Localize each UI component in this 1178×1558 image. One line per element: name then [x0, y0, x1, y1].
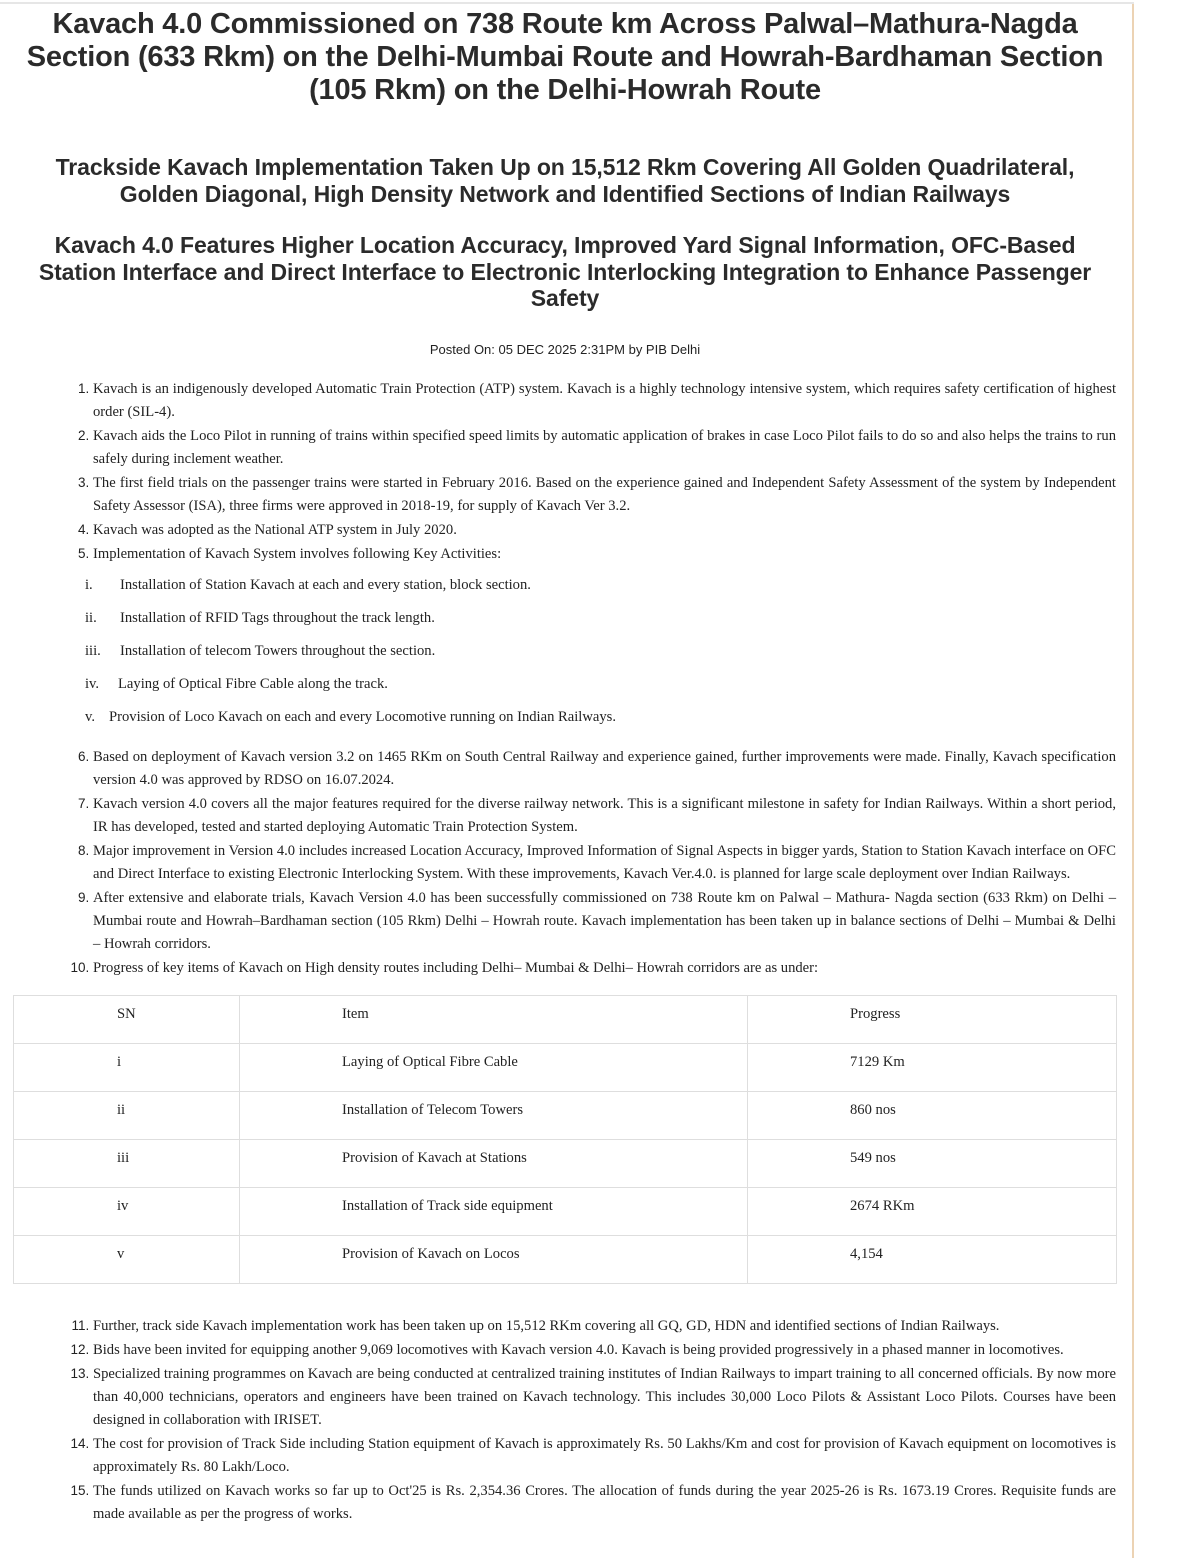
key-activity [85, 640, 1116, 673]
point-2: 2. Kavach aids the Loco Pilot in running of trains within specified speed limits by automatic application of brakes in case Loco Pilot fails to do so and also helps the trains to run safely during inclement weather. [93, 424, 1116, 471]
point-4: 4. Kavach was adopted as the National ATP system in July 2020. [93, 518, 1116, 542]
cell-progress: 2674 RKm [748, 1187, 1117, 1235]
table-row [14, 1235, 1117, 1283]
point-5-text: Implementation of Kavach System involves following Key Activities: [93, 545, 502, 562]
key-activity-number: v. [85, 708, 95, 725]
header-item: Item [240, 995, 748, 1043]
progress-table-container [13, 995, 1116, 1284]
cell-progress: 4,154 [748, 1235, 1117, 1283]
point-9: 9. After extensive and elaborate trials, Kavach Version 4.0 has been successfully commissioned on 738 Route km on Palwal – Mathura- Nagda section (633 Rkm) on Delhi – Mumbai route and Howrah–Bardhaman section (105 Rkm) Delhi – Howrah route. Kavach implementation has been taken up in balance sections of Delhi – Mumbai & Delhi – Howrah corridors. [93, 886, 1116, 956]
header-sn: SN [14, 995, 240, 1043]
right-border-rule [1132, 4, 1134, 1558]
key-activity-text: Installation of RFID Tags throughout the track length. [120, 609, 435, 626]
cell-sn: ii [14, 1091, 240, 1139]
cell-item: Installation of Telecom Towers [240, 1091, 748, 1139]
table-row [14, 1043, 1117, 1091]
point-12: 12. Bids have been invited for equipping another 9,069 locomotives with Kavach version 4.0. Kavach is being provided progressively in a phased manner in locomotives. [93, 1338, 1116, 1362]
key-activity-text: Provision of Loco Kavach on each and every Locomotive running on Indian Railways. [109, 708, 616, 725]
cell-sn: i [14, 1043, 240, 1091]
point-8: 8. Major improvement in Version 4.0 includes increased Location Accuracy, Improved Information of Signal Aspects in bigger yards, Station to Station Kavach interface on OFC and Direct Interface to existing Electronic Interlocking System. With these improvements, Kavach Ver.4.0. is planned for large scale deployment over Indian Railways. [93, 839, 1116, 886]
point-6: 6. Based on deployment of Kavach version 3.2 on 1465 RKm on South Central Railway and experience gained, further improvements were made. Finally, Kavach specification version 4.0 was approved by RDSO on 16.07.2024. [93, 745, 1116, 792]
point-14: 14. The cost for provision of Track Side including Station equipment of Kavach is approximately Rs. 50 Lakhs/Km and cost for provision of Kavach equipment on locomotives is approximately Rs. 80 Lakh/Loco. [93, 1432, 1116, 1479]
cell-item: Provision of Kavach at Stations [240, 1139, 748, 1187]
point-7: 7. Kavach version 4.0 covers all the major features required for the diverse railway network. This is a significant milestone in safety for Indian Railways. Within a short period, IR has developed, tested and started deploying Automatic Train Protection System. [93, 792, 1116, 839]
point-3: 3. The first field trials on the passenger trains were started in February 2016. Based on the experience gained and Independent Safety Assessment of the system by Independent Safety Assessor (ISA), three firms were approved in 2018-19, for supply of Kavach Ver 3.2. [93, 471, 1116, 518]
key-activity-text: Installation of telecom Towers throughout the section. [120, 642, 436, 659]
key-activity-text: Installation of Station Kavach at each and every station, block section. [120, 576, 531, 593]
key-activity-number: iv. [85, 675, 100, 692]
point-1: 1. Kavach is an indigenously developed Automatic Train Protection (ATP) system. Kavach is a highly technology intensive system, which requires safety certification of highest order (SIL-4). [93, 377, 1116, 424]
posted-on-line: Posted On: 05 DEC 2025 2:31PM by PIB Delhi [429, 341, 701, 357]
point-5 [85, 542, 1116, 739]
points-list [0, 377, 1130, 980]
table-header-row [14, 995, 1117, 1043]
header-progress: Progress [748, 995, 1117, 1043]
point-15: 15. The funds utilized on Kavach works so far up to Oct'25 is Rs. 2,354.36 Crores. The allocation of funds during the year 2025-26 is Rs. 1673.19 Crores. Requisite funds are made available as per the progress of works. [93, 1479, 1116, 1526]
cell-progress: 7129 Km [748, 1043, 1117, 1091]
table-row [14, 1139, 1117, 1187]
cell-sn: iv [14, 1187, 240, 1235]
key-activity-text: Laying of Optical Fibre Cable along the track. [118, 675, 388, 692]
cell-item: Installation of Track side equipment [240, 1187, 748, 1235]
cell-sn: v [14, 1235, 240, 1283]
key-activity [85, 574, 1116, 607]
cell-item: Provision of Kavach on Locos [240, 1235, 748, 1283]
table-row [14, 1091, 1117, 1139]
page-title: Kavach 4.0 Commissioned on 738 Route km Across Palwal–Mathura-Nagda Section (633 Rkm) on the Delhi-Mumbai Route and Howrah-Bardhaman Section (105 Rkm) on the Delhi-Howrah Route [26, 8, 1104, 106]
key-activity [85, 706, 1116, 739]
subtitle-features: Kavach 4.0 Features Higher Location Accuracy, Improved Yard Signal Information, OFC-Based Station Interface and Direct Interface to Electronic Interlocking Integration to Enhance Passenger Safety [38, 232, 1092, 311]
progress-table [13, 995, 1117, 1284]
tail-points-list [0, 1314, 1130, 1526]
table-row [14, 1187, 1117, 1235]
cell-item: Laying of Optical Fibre Cable [240, 1043, 748, 1091]
point-11: 11. Further, track side Kavach implementation work has been taken up on 15,512 RKm covering all GQ, GD, HDN and identified sections of Indian Railways. [93, 1314, 1116, 1338]
key-activity-number: ii. [85, 609, 97, 626]
cell-progress: 549 nos [748, 1139, 1117, 1187]
point-10: 10. Progress of key items of Kavach on High density routes including Delhi– Mumbai & Delhi– Howrah corridors are as under: [93, 956, 1116, 980]
key-activities-list [85, 574, 1116, 739]
key-activity [85, 673, 1116, 706]
subtitle-trackside: Trackside Kavach Implementation Taken Up on 15,512 Rkm Covering All Golden Quadrilateral, Golden Diagonal, High Density Network and Identified Sections of Indian Railways [55, 154, 1075, 207]
key-activity [85, 607, 1116, 640]
key-activity-number: i. [85, 576, 93, 593]
point-13: 13. Specialized training programmes on Kavach are being conducted at centralized training institutes of Indian Railways to impart training to all concerned officials. By now more than 40,000 technicians, operators and engineers have been trained on Kavach technology. This includes 30,000 Loco Pilots & Assistant Loco Pilots. Courses have been designed in collaboration with IRISET. [93, 1362, 1116, 1432]
cell-sn: iii [14, 1139, 240, 1187]
cell-progress: 860 nos [748, 1091, 1117, 1139]
key-activity-number: iii. [85, 642, 101, 659]
